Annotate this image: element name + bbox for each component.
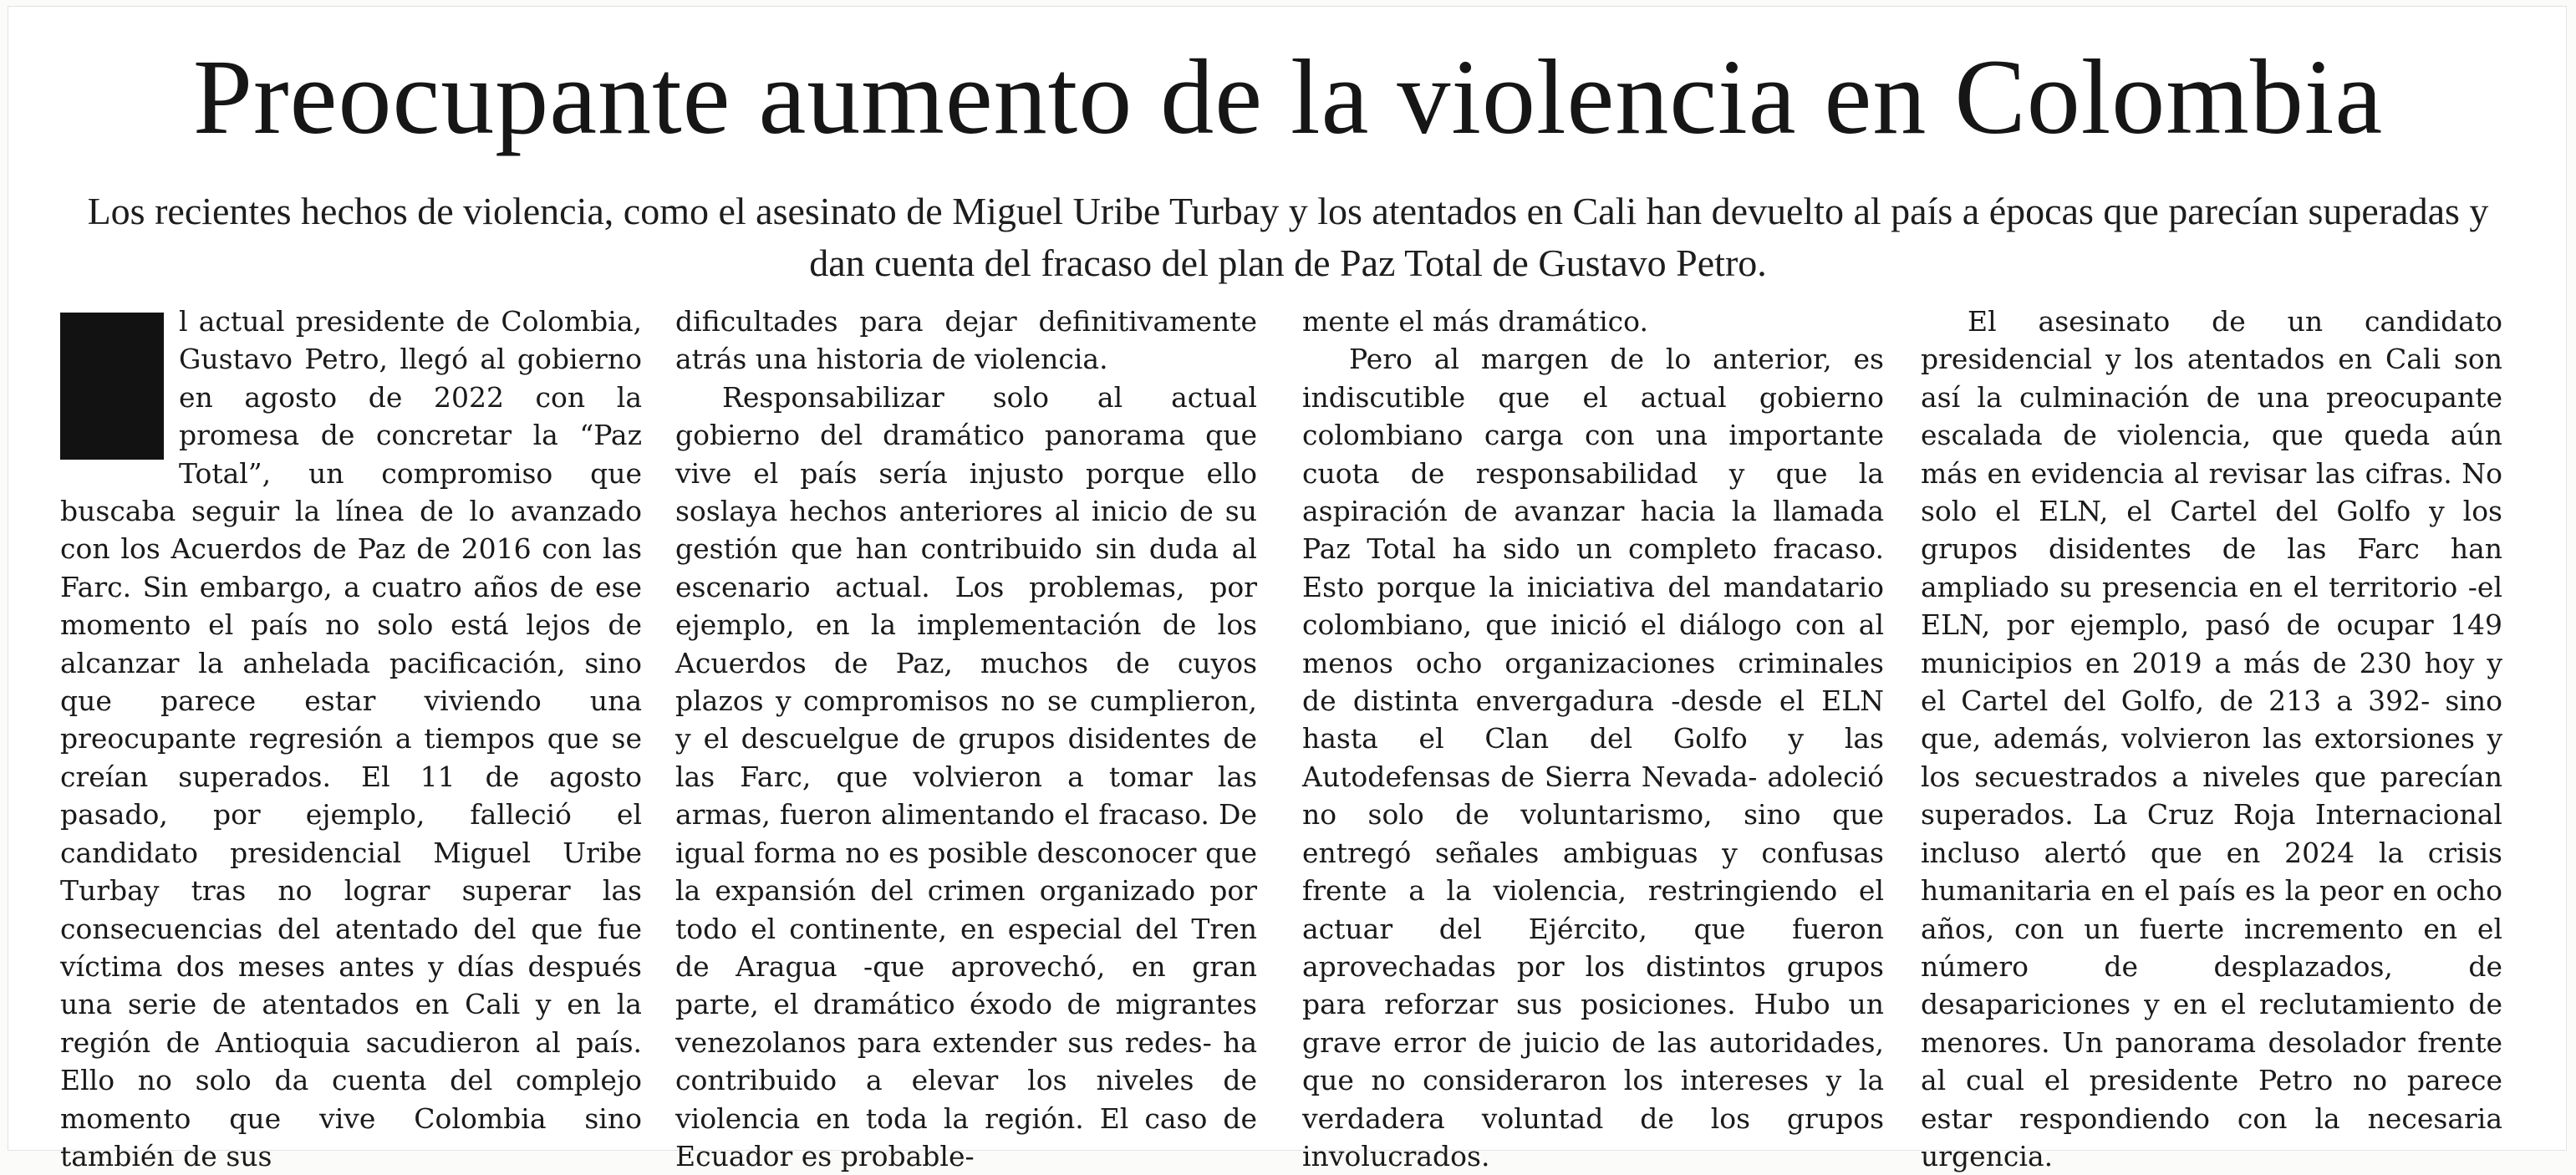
- drop-cap: [60, 313, 164, 460]
- paragraph: mente el más dramático.: [1302, 305, 1648, 338]
- article-column-4: [1921, 303, 2502, 1172]
- paragraph: l actual presidente de Colombia, Gustavo Petro, llegó al gobierno en agosto de 2022 con la promesa de concretar la “Paz Total”, un compromiso que buscaba seguir la línea de lo avanzado con los Acuerdos de Paz de 2016 con las Farc. Sin embargo, a cuatro años de ese momento el país no solo está lejos de alcanzar la anhelada pacificación, sino que parece estar viviendo una preocupante regresión a tiempos que se creían superados. El 11 de agosto pasado, por ejemplo, falleció el candidato presidencial Miguel Uribe Turbay tras no lograr superar las consecuencias del atentado del que fue víctima dos meses antes y días después una serie de atentados en Cali y en la región de Antioquia sacudieron al país. Ello no solo da cuenta del complejo momento que vive Colombia sino también de sus: [60, 305, 642, 1172]
- article-column-1: [60, 303, 642, 1172]
- article-column-2: [675, 303, 1257, 1172]
- paragraph: El asesinato de un candidato presidencial y los atentados en Cali son así la culminación de una preocupante escalada de violencia, que queda aún más en evidencia al revisar las cifras. No solo el ELN, el Cartel del Golfo y los grupos disidentes de las Farc han ampliado su presencia en el territorio -el ELN, por ejemplo, pasó de ocupar 149 municipios en 2019 a más de 230 hoy y el Cartel del Golfo, de 213 a 392- sino que, además, volvieron las extorsiones y los secuestrados a niveles que parecían superados. La Cruz Roja Internacional incluso alertó que en 2024 la crisis humanitaria en el país es la peor en ocho años, con un fuerte incremento en el número de desplazados, de desapariciones y en el reclutamiento de menores. Un panorama desolador frente al cual el presidente Petro no parece estar respondiendo con la necesaria urgencia.: [1921, 305, 2502, 1172]
- paragraph: Pero al margen de lo anterior, es indiscutible que el actual gobierno colombiano carga con una importante cuota de responsabilidad y que la aspiración de avanzar hacia la llamada Paz Total ha sido un completo fracaso. Esto porque la iniciativa del mandatario colombiano, que inició el diálogo con al menos ocho organizaciones criminales de distinta envergadura -desde el ELN hasta el Clan del Golfo y las Autodefensas de Sierra Nevada- adoleció no solo de voluntarismo, sino que entregó señales ambiguas y confusas frente a la violencia, restringiendo el actuar del Ejército, que fueron aprovechadas por los distintos grupos para reforzar sus posiciones. Hubo un grave error de juicio de las autoridades, que no consideraron los intereses y la verdadera voluntad de los grupos involucrados.: [1302, 343, 1884, 1172]
- headline: Preocupante aumento de la violencia en Colombia: [192, 38, 2384, 156]
- article-column-3: [1302, 303, 1884, 1172]
- paragraph: Responsabilizar solo al actual gobierno del dramático panorama que vive el país sería injusto porque ello soslaya hechos anteriores al inicio de su gestión que han contribuido sin duda al escenario actual. Los problemas, por ejemplo, en la implementación de los Acuerdos de Paz, muchos de cuyos plazos y compromisos no se cumplieron, y el descuelgue de grupos disidentes de las Farc, que volvieron a tomar las armas, fueron alimentando el fracaso. De igual forma no es posible desconocer que la expansión del crimen organizado por todo el continente, en especial del Tren de Aragua -que aprovechó, en gran parte, el dramático éxodo de migrantes venezolanos para extender sus redes- ha contribuido a elevar los niveles de violencia en toda la región. El caso de Ecuador es probable-: [675, 380, 1257, 1172]
- drop-cap-glyph: [60, 313, 164, 460]
- paragraph: dificultades para dejar definitivamente atrás una historia de violencia.: [675, 305, 1257, 376]
- subheadline: Los recientes hechos de violencia, como el asesinato de Miguel Uribe Turbay y los atentados en Cali han devuelto al país a épocas que parecían superadas y dan cuenta del fracaso del plan de Paz Total de Gustavo Petro.: [87, 190, 2489, 284]
